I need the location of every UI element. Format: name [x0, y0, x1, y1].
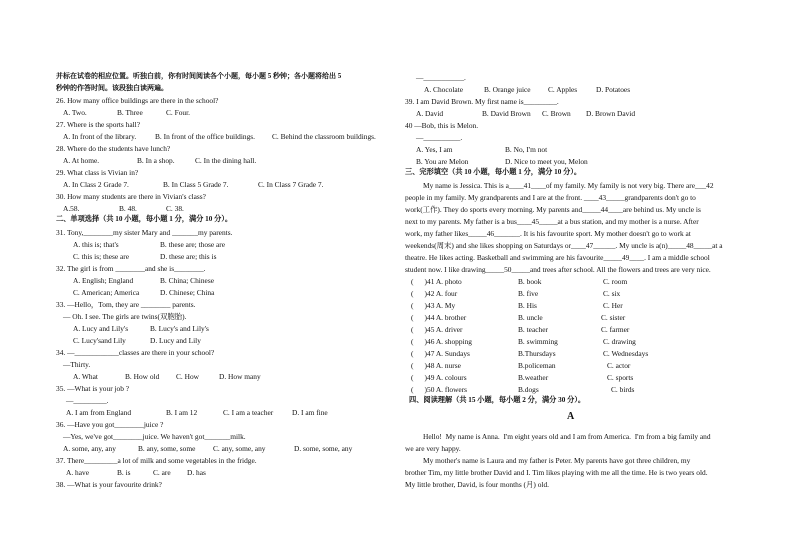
cloze-42-option-b[interactable]: B. five [518, 289, 539, 298]
cloze-45-question: ( )45 A. driver [411, 325, 463, 334]
cloze-50-option-b[interactable]: B.dogs [518, 385, 539, 394]
q33-option-c[interactable]: C. Lucy'sand Lily [73, 336, 126, 345]
q39-option-d[interactable]: D. Brown David [586, 109, 636, 118]
q32-option-b[interactable]: B. China; Chinese [160, 276, 214, 285]
q32-option-c[interactable]: C. American; America [73, 288, 140, 297]
q32-option-d[interactable]: D. Chinese; China [160, 288, 215, 297]
question-37: 37. There_________a lot of milk and some vegetables in the fridge. [56, 456, 257, 465]
q40-option-b[interactable]: B. No, I'm not [505, 145, 548, 154]
passage-line-2: we are very happy. [405, 444, 461, 453]
passage-line-1: Hello! My name is Anna. I'm eight years old and I am from America. I'm from a big family and [423, 432, 711, 441]
cloze-44-option-b[interactable]: B. uncle [518, 313, 543, 322]
q27-option-c[interactable]: C. Behind the classroom buildings. [272, 132, 376, 141]
q29-option-a[interactable]: A. In Class 2 Grade 7. [63, 180, 129, 189]
question-27: 27. Where is the sports hall? [56, 120, 141, 129]
q39-option-b[interactable]: B. David Brown [482, 109, 531, 118]
cloze-41-option-b[interactable]: B. book [518, 277, 542, 286]
cloze-46-question: ( )46 A. shopping [411, 337, 472, 346]
q37-option-b[interactable]: B. is [117, 468, 131, 477]
cloze-line-4: next to my parents. My father is a bus____45_____at a bus station, and my mother is a nurse. After [405, 217, 699, 226]
q28-option-a[interactable]: A. At home. [63, 156, 100, 165]
passage-title: A [567, 411, 575, 422]
cloze-45-option-b[interactable]: B. teacher [518, 325, 548, 334]
cloze-49-option-b[interactable]: B.weather [518, 373, 549, 382]
cloze-line-2: people in my family. My grandparents and I are at the front. ____43_____grandparents don't go to [405, 193, 696, 202]
q37-option-d[interactable]: D. has [187, 468, 206, 477]
q39-option-a[interactable]: A. David [416, 109, 444, 118]
question-34-reply: —Thirty. [63, 360, 91, 369]
listening-intro-line-2: 秒钟的作答时间。该段独白读两遍。 [56, 84, 168, 92]
q40-option-d[interactable]: D. Nice to meet you, Melon [505, 157, 588, 166]
q39-option-c[interactable]: C. Brown [542, 109, 571, 118]
cloze-50-option-c[interactable]: C. birds [611, 385, 635, 394]
cloze-43-option-c[interactable]: C. Her [603, 301, 623, 310]
question-35: 35. —What is your job ? [56, 384, 130, 393]
question-33-reply: — Oh. I see. The girls are twins(双胞胎). [63, 312, 187, 321]
section-2-heading: 二、单项选择（共 10 小题，每小题 1 分，满分 10 分）。 [56, 215, 233, 223]
cloze-41-option-c[interactable]: C. room [603, 277, 628, 286]
q34-option-d[interactable]: D. How many [219, 372, 261, 381]
cloze-48-option-b[interactable]: B.policeman [518, 361, 556, 370]
q33-option-b[interactable]: B. Lucy's and Lily's [150, 324, 209, 333]
passage-line-4: brother Tim, my little brother David and I. Tim likes playing with me all the time. He is two years old. [405, 468, 708, 477]
cloze-46-option-b[interactable]: B. swimming [518, 337, 558, 346]
q40-option-a[interactable]: A. Yes, I am [416, 145, 453, 154]
q27-option-a[interactable]: A. In front of the library. [63, 132, 137, 141]
q36-option-c[interactable]: C. any, some, any [213, 444, 266, 453]
q34-option-c[interactable]: C. How [176, 372, 199, 381]
q30-option-a[interactable]: A.58. [63, 204, 80, 213]
cloze-43-option-b[interactable]: B. His [518, 301, 537, 310]
cloze-42-option-c[interactable]: C. six [603, 289, 621, 298]
cloze-line-1: My name is Jessica. This is a____41____of my family. My family is not very big. There are___42 [423, 181, 714, 190]
q38-option-a[interactable]: A. Chocolate [424, 85, 463, 94]
cloze-47-option-c[interactable]: C. Wednesdays [603, 349, 649, 358]
q34-option-b[interactable]: B. How old [125, 372, 160, 381]
q38-option-c[interactable]: C. Apples [548, 85, 578, 94]
question-36: 36. —Have you got________juice ? [56, 420, 164, 429]
question-30: 30. How many students are there in Vivian's class? [56, 192, 206, 201]
q35-option-a[interactable]: A. I am from England [66, 408, 132, 417]
q31-option-c[interactable]: C. this is; these are [73, 252, 130, 261]
question-36-reply: —Yes, we've got________juice. We haven't got_______milk. [63, 432, 246, 441]
q35-option-c[interactable]: C. I am a teacher [223, 408, 274, 417]
q38-option-d[interactable]: D. Potatoes [596, 85, 631, 94]
q37-option-c[interactable]: C. are [153, 468, 171, 477]
cloze-48-option-c[interactable]: C. actor [607, 361, 631, 370]
q29-option-b[interactable]: B. In Class 5 Grade 7. [163, 180, 229, 189]
q31-option-a[interactable]: A. this is; that's [73, 240, 119, 249]
cloze-43-question: ( )43 A. My [411, 301, 456, 310]
q33-option-d[interactable]: D. Lucy and Lily [150, 336, 201, 345]
q28-option-b[interactable]: B. In a shop. [137, 156, 175, 165]
q36-option-d[interactable]: D. some, some, any [294, 444, 353, 453]
question-28: 28. Where do the students have lunch? [56, 144, 171, 153]
question-31: 31. Tony,________my sister Mary and _______my parents. [56, 228, 233, 237]
q37-option-a[interactable]: A. have [66, 468, 89, 477]
cloze-49-option-c[interactable]: C. sports [607, 373, 634, 382]
q31-option-d[interactable]: D. these are; this is [160, 252, 217, 261]
q34-option-a[interactable]: A. What [73, 372, 98, 381]
cloze-47-question: ( )47 A. Sundays [411, 349, 470, 358]
cloze-44-question: ( )44 A. brother [411, 313, 467, 322]
listening-intro-line-1: 并标在试卷的相应位置。听独白前，你有时间阅读各个小题，每小题 5 秒钟；各小题将给出 5 [56, 72, 342, 80]
cloze-line-5: work, my father likes_____46_______. It is his favourite sport. My mother doesn't go to work at [405, 229, 691, 238]
question-40: 40 —Bob, this is Melon. [405, 121, 479, 130]
passage-line-5: My little brother, David, is four months (月) old. [405, 480, 550, 489]
question-33: 33. —Hello，Tom, they are ________ parents. [56, 300, 196, 309]
cloze-line-7: theatre. He likes acting. Basketball and swimming are his favourite_____49____. I am a middle school [405, 253, 710, 262]
question-38-reply: —___________. [416, 73, 466, 82]
section-3-heading: 三、完形填空（共 10 小题，每小题 1 分，满分 10 分）。 [405, 168, 582, 176]
question-26: 26. How many office buildings are there in the school? [56, 96, 219, 105]
q30-option-b[interactable]: B. 48. [119, 204, 137, 213]
cloze-42-question: ( )42 A. four [411, 289, 458, 298]
q35-option-b[interactable]: B. I am 12 [166, 408, 198, 417]
q36-option-b[interactable]: B. any, some, some [138, 444, 196, 453]
q28-option-c[interactable]: C. In the dining hall. [195, 156, 257, 165]
q35-option-d[interactable]: D. I am fine [292, 408, 328, 417]
right-column [397, 0, 794, 560]
question-39: 39. I am David Brown. My first name is_________. [405, 97, 559, 106]
question-32: 32. The girl is from ________and she is________. [56, 264, 206, 273]
section-4-heading: 四、阅读理解（共 15 小题，每小题 2 分，满分 30 分）。 [409, 396, 586, 404]
cloze-line-3: work(工作). They do sports every morning. My parents and_____44____are behind us. My uncle is [405, 205, 701, 214]
q30-option-c[interactable]: C. 38. [166, 204, 184, 213]
cloze-46-option-c[interactable]: C. drawing [603, 337, 636, 346]
q36-option-a[interactable]: A. some, any, any [63, 444, 116, 453]
passage-line-3: My mother's name is Laura and my father is Peter. My parents have got three children, my [423, 456, 691, 465]
q33-option-a[interactable]: A. Lucy and Lily's [73, 324, 129, 333]
cloze-line-6: weekends(周末) and she likes shopping on Saturdays or____47______. My uncle is a(n)_____48_____at a [405, 241, 723, 250]
cloze-48-question: ( )48 A. nurse [411, 361, 461, 370]
cloze-47-option-b[interactable]: B.Thursdays [518, 349, 556, 358]
cloze-49-question: ( )49 A. colours [411, 373, 467, 382]
q26-option-a[interactable]: A. Two. [63, 108, 87, 117]
q38-option-b[interactable]: B. Orange juice [484, 85, 531, 94]
question-35-reply: —_________. [66, 396, 109, 405]
question-38: 38. —What is your favourite drink? [56, 480, 162, 489]
q26-option-b[interactable]: B. Three [117, 108, 143, 117]
question-34: 34. —____________classes are there in your school? [56, 348, 215, 357]
cloze-41-question: ( )41 A. photo [411, 277, 462, 286]
q31-option-b[interactable]: B. these are; those are [160, 240, 226, 249]
cloze-50-question: ( )50 A. flowers [411, 385, 468, 394]
cloze-44-option-c[interactable]: C. sister [601, 313, 626, 322]
cloze-45-option-c[interactable]: C. farmer [601, 325, 630, 334]
cloze-line-8: student now. I like drawing_____50_____and trees after school. All the flowers and trees are very nice. [405, 265, 711, 274]
q27-option-b[interactable]: B. In front of the office buildings. [155, 132, 256, 141]
q40-option-c[interactable]: B. You are Melon [416, 157, 469, 166]
question-29: 29. What class is Vivian in? [56, 168, 139, 177]
q26-option-c[interactable]: C. Four. [166, 108, 191, 117]
q29-option-c[interactable]: C. In Class 7 Grade 7. [258, 180, 324, 189]
q32-option-a[interactable]: A. English; England [73, 276, 134, 285]
question-40-reply: —__________. [416, 133, 463, 142]
